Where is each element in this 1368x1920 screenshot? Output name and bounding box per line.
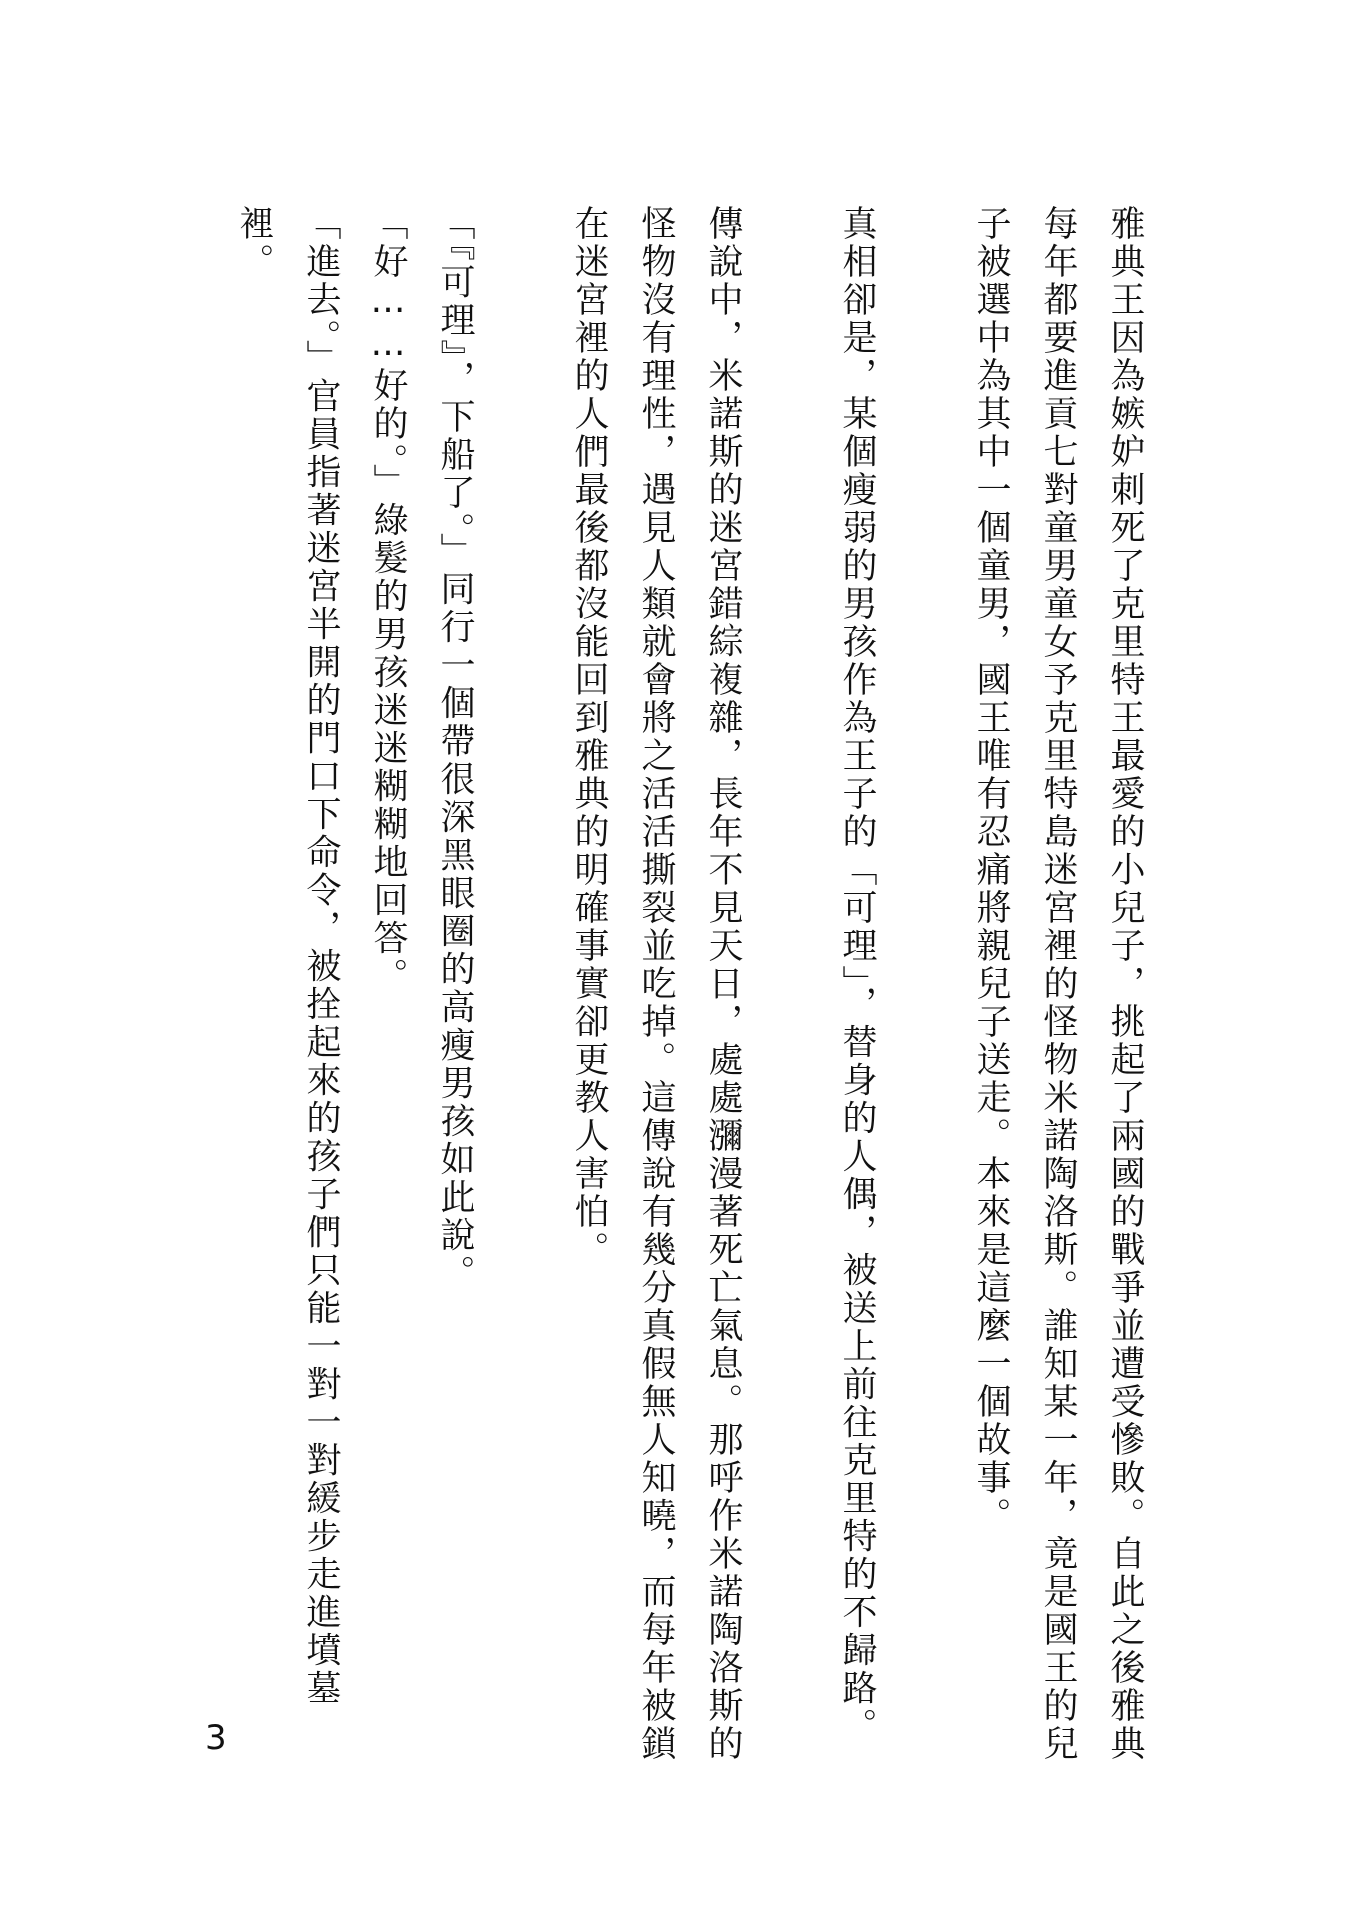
paragraph-gap xyxy=(488,205,555,1765)
page-number: 3 xyxy=(205,1718,227,1758)
dialogue-2: 「好……好的。」綠髮的男孩迷迷糊糊地回答。 xyxy=(368,205,408,996)
paragraph-2: 真相卻是，某個瘦弱的男孩作為王子的「可理」，替身的人偶，被送上前往克里特的不歸路。 xyxy=(837,205,877,1746)
paragraph-3: 傳說中，米諾斯的迷宮錯綜複雜，長年不見天日，處處瀰漫著死亡氣息。那呼作米諾陶洛斯的怪物沒有理性，遇見人類就會將之活活撕裂並吃掉。這傳說有幾分真假無人知曉，而每年被鎖在迷宮裡的人們最後都沒能回到雅典的明確事實卻更教人害怕。 xyxy=(569,205,743,1763)
paragraph-gap xyxy=(890,205,957,1765)
dialogue-1: 「『可理』，下船了。」同行一個帶很深黑眼圈的高瘦男孩如此說。 xyxy=(435,205,475,1293)
vertical-text-body xyxy=(220,205,1158,1765)
paragraph-1: 雅典王因為嫉妒刺死了克里特王最愛的小兒子，挑起了兩國的戰爭並遭受慘敗。自此之後雅典每年都要進貢七對童男童女予克里特島迷宮裡的怪物米諾陶洛斯。誰知某一年，竟是國王的兒子被選中為其中一個童男，國王唯有忍痛將親兒子送走。本來是這麼一個故事。 xyxy=(971,205,1145,1763)
dialogue-3: 「進去。」官員指著迷宮半開的門口下命令，被拴起來的孩子們只能一對一對緩步走進墳墓裡。 xyxy=(234,205,341,1708)
paragraph-gap xyxy=(756,205,823,1765)
